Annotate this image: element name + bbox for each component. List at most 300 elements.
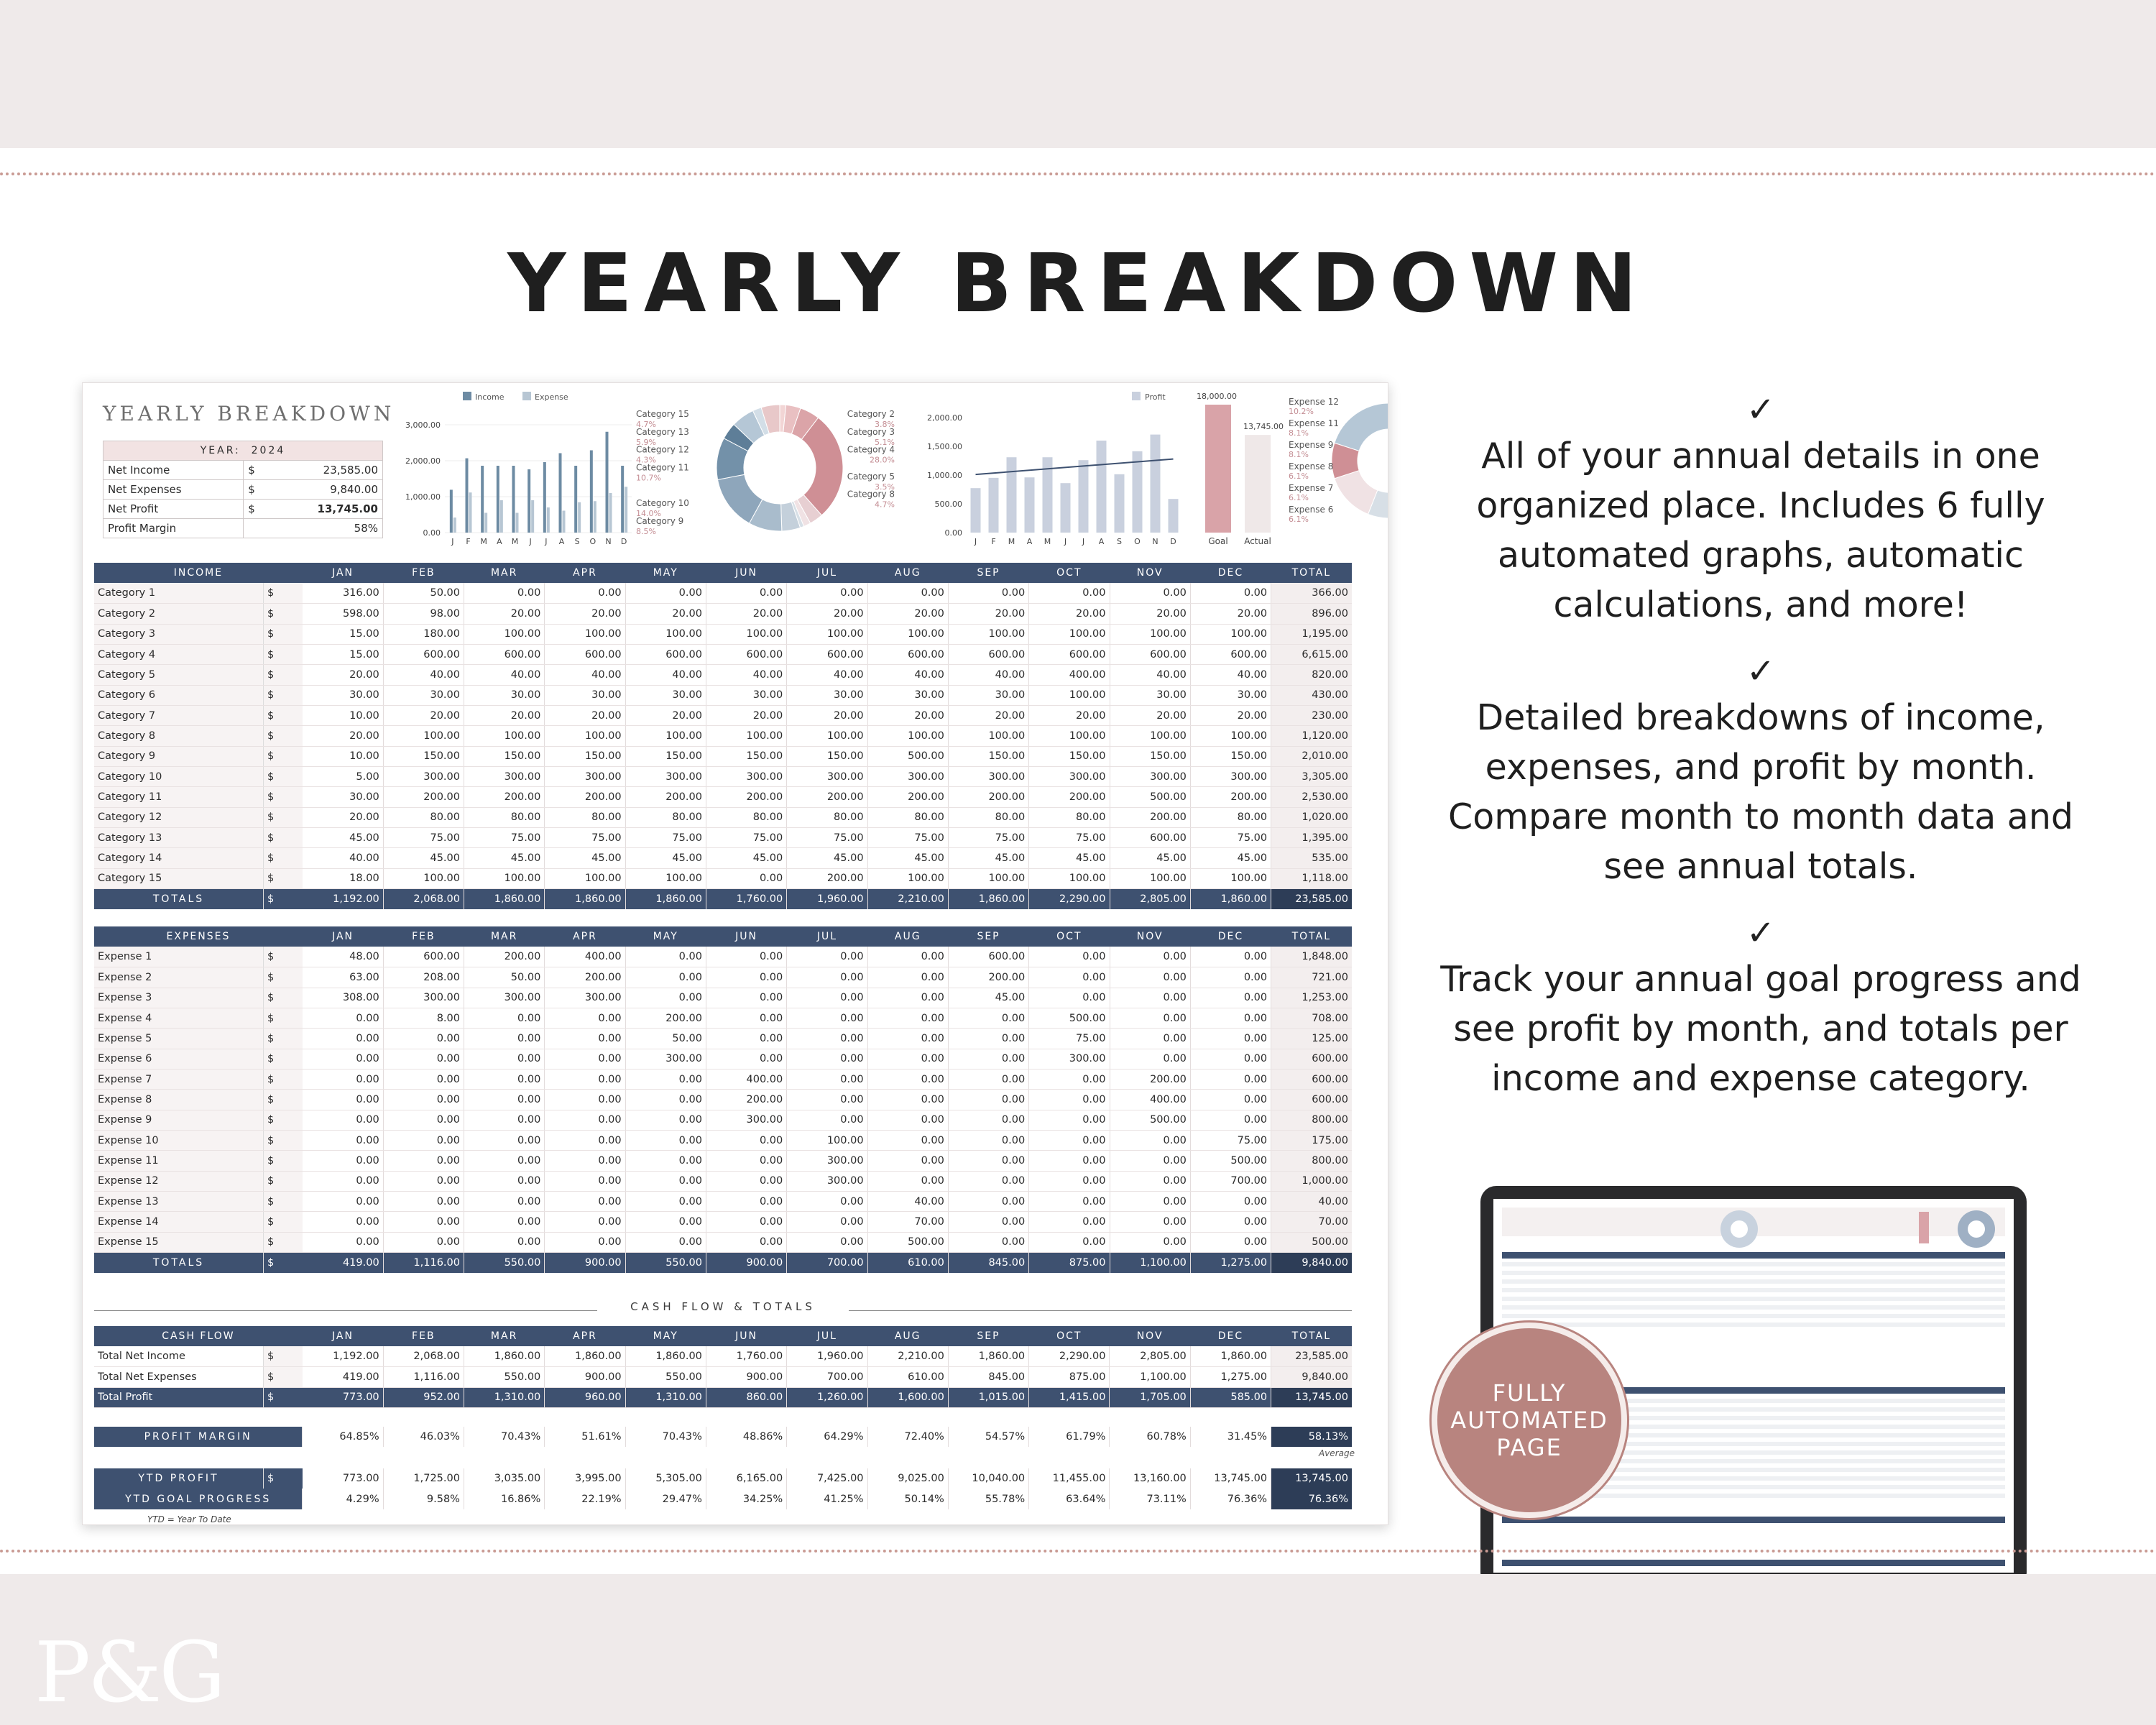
value-cell: 20.00 — [625, 604, 706, 624]
value-cell: 960.00 — [545, 1387, 625, 1407]
value-cell: 0.00 — [625, 1090, 706, 1110]
value-cell: 600.00 — [1110, 827, 1190, 847]
value-cell: 0.00 — [1110, 583, 1190, 603]
month-header: APR — [545, 926, 625, 947]
value-cell: 20.00 — [303, 726, 383, 746]
row-total-cell: 9,840.00 — [1271, 1367, 1352, 1387]
feature-text: Track your annual goal progress and see profit by month, and totals per income and expense category. — [1440, 959, 2081, 1099]
row-label: YTD PROFIT — [94, 1468, 264, 1489]
x-tick-label: N — [1152, 537, 1158, 546]
value-cell: 500.00 — [1029, 1008, 1110, 1028]
value-cell: 200.00 — [545, 967, 625, 988]
value-cell: 0.00 — [1110, 1212, 1190, 1232]
value-cell: 200.00 — [787, 868, 867, 888]
value-cell: 100.00 — [1190, 624, 1271, 644]
value-cell: 0.00 — [787, 1191, 867, 1211]
value-cell: 2,290.00 — [1029, 1346, 1110, 1366]
donut-pct: 8.1% — [1289, 428, 1309, 438]
value-cell: 20.00 — [787, 604, 867, 624]
value-cell: 20.00 — [1110, 705, 1190, 725]
year-value: 2024 — [251, 445, 286, 456]
row-total-cell: 1,195.00 — [1271, 624, 1352, 644]
value-cell: 0.00 — [1029, 967, 1110, 988]
currency-symbol: $ — [244, 480, 265, 500]
value-cell: 600.00 — [383, 947, 464, 967]
value-cell: 30.00 — [787, 685, 867, 705]
bar-income — [621, 466, 624, 533]
value-cell: 1,760.00 — [706, 1346, 786, 1366]
month-total-cell: 1,860.00 — [464, 889, 545, 909]
table-row — [94, 1069, 1352, 1089]
dotted-divider-top — [0, 172, 2156, 175]
value-cell: 0.00 — [383, 1069, 464, 1089]
value-cell: 15.00 — [303, 624, 383, 644]
value-cell: 0.00 — [625, 967, 706, 988]
month-header: NOV — [1110, 563, 1190, 583]
value-cell: 40.00 — [948, 665, 1028, 685]
value-cell: 300.00 — [1029, 1049, 1110, 1069]
value-cell: 80.00 — [545, 807, 625, 827]
value-cell: 0.00 — [706, 868, 786, 888]
row-total-cell: 800.00 — [1271, 1110, 1352, 1130]
value-cell: 0.00 — [1110, 1191, 1190, 1211]
value-cell: 46.03% — [383, 1427, 464, 1447]
x-tick-label: O — [1134, 537, 1141, 546]
value-cell: 70.43% — [625, 1427, 706, 1447]
value-cell: 0.00 — [464, 1232, 545, 1252]
value-cell: 0.00 — [1190, 1212, 1271, 1232]
row-label: Expense 1 — [94, 947, 264, 967]
row-total-cell: 1,020.00 — [1271, 807, 1352, 827]
row-total-cell: 600.00 — [1271, 1090, 1352, 1110]
value-cell: 20.00 — [867, 604, 948, 624]
value-cell: 0.00 — [545, 1110, 625, 1130]
bar-profit — [1115, 474, 1125, 533]
value-cell: 9,025.00 — [867, 1468, 948, 1489]
value-cell: 72.40% — [867, 1427, 948, 1447]
value-cell: 0.00 — [545, 1029, 625, 1049]
value-cell: 20.00 — [383, 705, 464, 725]
value-cell: 50.14% — [867, 1489, 948, 1509]
value-cell: 75.00 — [625, 827, 706, 847]
section-header: CASH FLOW — [94, 1326, 303, 1346]
value-cell: 0.00 — [787, 1090, 867, 1110]
donut-pct: 6.1% — [1289, 472, 1309, 481]
row-label: Expense 13 — [94, 1191, 264, 1211]
value-cell: 75.00 — [706, 827, 786, 847]
total-header: TOTAL — [1271, 563, 1352, 583]
value-cell: 0.00 — [545, 1008, 625, 1028]
value-cell: 0.00 — [787, 1110, 867, 1130]
value-cell: 61.79% — [1029, 1427, 1110, 1447]
donut-label: Expense 9 — [1289, 440, 1334, 450]
section-header: INCOME — [94, 563, 303, 583]
value-cell: 0.00 — [1190, 583, 1271, 603]
check-icon: ✓ — [1746, 390, 1776, 430]
value-cell: 150.00 — [948, 746, 1028, 766]
value-cell: 300.00 — [867, 766, 948, 786]
value-cell: 0.00 — [787, 583, 867, 603]
value-cell: 0.00 — [867, 967, 948, 988]
donut-pct: 4.7% — [636, 420, 656, 429]
value-cell: 600.00 — [948, 947, 1028, 967]
value-cell: 45.00 — [948, 988, 1028, 1008]
value-cell: 0.00 — [464, 1151, 545, 1171]
month-total-cell: 2,210.00 — [867, 889, 948, 909]
month-header: MAR — [464, 926, 545, 947]
month-total-cell: 1,860.00 — [1190, 889, 1271, 909]
value-cell: 1,705.00 — [1110, 1387, 1190, 1407]
legend-label-income: Income — [475, 392, 505, 402]
y-tick-label: 0.00 — [423, 528, 441, 538]
value-cell: 0.00 — [545, 1049, 625, 1069]
x-tick-label: S — [574, 537, 580, 546]
month-header: APR — [545, 1326, 625, 1346]
value-cell: 1,100.00 — [1110, 1367, 1190, 1387]
x-tick-label: J — [545, 537, 548, 546]
value-cell: 63.64% — [1029, 1489, 1110, 1509]
x-tick-label: J — [529, 537, 532, 546]
section-divider-label: CASH FLOW & TOTALS — [630, 1300, 816, 1313]
value-cell: 300.00 — [545, 988, 625, 1008]
y-tick-label: 1,000.00 — [405, 492, 441, 502]
currency-symbol: $ — [264, 604, 303, 624]
value-cell: 200.00 — [625, 1008, 706, 1028]
value-cell: 80.00 — [867, 807, 948, 827]
value-cell: 0.00 — [625, 988, 706, 1008]
value-cell: 400.00 — [545, 947, 625, 967]
value-cell: 0.00 — [787, 947, 867, 967]
bar-expense — [625, 487, 627, 533]
value-cell: 0.00 — [1190, 947, 1271, 967]
value-cell: 75.00 — [1029, 827, 1110, 847]
value-cell: 75.00 — [867, 827, 948, 847]
month-header: JAN — [303, 1326, 383, 1346]
table-row — [94, 726, 1352, 746]
donut-pct: 3.8% — [875, 420, 895, 429]
value-cell: 773.00 — [303, 1387, 383, 1407]
value-cell: 0.00 — [303, 1151, 383, 1171]
value-cell: 0.00 — [706, 1151, 786, 1171]
value-cell: 952.00 — [383, 1387, 464, 1407]
value-cell: 75.00 — [464, 827, 545, 847]
value-cell: 3,995.00 — [545, 1468, 625, 1489]
sheet-title: YEARLY BREAKDOWN — [103, 402, 395, 426]
row-total-cell: 1,118.00 — [1271, 868, 1352, 888]
value-cell: 100.00 — [1110, 624, 1190, 644]
value-cell: 45.00 — [1029, 848, 1110, 868]
row-label: Category 7 — [94, 705, 264, 725]
spreadsheet-preview — [82, 382, 1388, 1525]
donut-label: Category 15 — [636, 409, 689, 419]
table-row — [94, 1029, 1352, 1049]
value-cell: 30.00 — [867, 685, 948, 705]
value-cell: 80.00 — [1029, 807, 1110, 827]
bar-income — [606, 432, 609, 533]
value-cell: 600.00 — [383, 644, 464, 664]
value-cell: 100.00 — [1029, 624, 1110, 644]
value-cell: 1,310.00 — [625, 1387, 706, 1407]
value-cell: 300.00 — [625, 766, 706, 786]
value-cell: 0.00 — [787, 1232, 867, 1252]
value-cell: 0.00 — [1110, 1029, 1190, 1049]
value-cell: 600.00 — [706, 644, 786, 664]
value-cell: 100.00 — [787, 726, 867, 746]
row-label: Category 9 — [94, 746, 264, 766]
value-cell: 0.00 — [625, 1069, 706, 1089]
row-total-cell: 600.00 — [1271, 1069, 1352, 1089]
data-label: 13,745.00 — [1243, 422, 1284, 432]
value-cell: 0.00 — [867, 1069, 948, 1089]
table-row — [94, 1191, 1352, 1211]
value-cell: 40.00 — [383, 665, 464, 685]
value-cell: 100.00 — [867, 868, 948, 888]
month-header: OCT — [1029, 926, 1110, 947]
value-cell: 200.00 — [545, 787, 625, 807]
legend-label-expense: Expense — [535, 392, 568, 402]
value-cell: 0.00 — [948, 583, 1028, 603]
y-tick-label: 3,000.00 — [405, 420, 441, 430]
currency-symbol: $ — [264, 1008, 303, 1028]
table-header — [94, 1326, 1352, 1346]
value-cell: 45.00 — [383, 848, 464, 868]
donut-label: Expense 6 — [1289, 505, 1334, 515]
value-cell: 150.00 — [1110, 746, 1190, 766]
profit-margin-row — [94, 1427, 1352, 1447]
value-cell: 50.00 — [625, 1029, 706, 1049]
month-header: FEB — [383, 926, 464, 947]
currency-symbol: $ — [264, 766, 303, 786]
value-cell: 50.00 — [383, 583, 464, 603]
value-cell: 0.00 — [948, 1090, 1028, 1110]
value-cell: 550.00 — [625, 1367, 706, 1387]
value-cell: 0.00 — [706, 1171, 786, 1191]
donut-pct: 6.1% — [1289, 493, 1309, 502]
bar-income — [466, 459, 469, 533]
donut-label: Category 10 — [636, 498, 689, 508]
donut-pct: 4.7% — [875, 500, 895, 510]
value-cell: 20.00 — [303, 807, 383, 827]
month-header: JUL — [787, 1326, 867, 1346]
x-tick-label: M — [511, 537, 519, 546]
row-label: Expense 5 — [94, 1029, 264, 1049]
bar-profit — [1097, 441, 1107, 533]
value-cell: 900.00 — [706, 1367, 786, 1387]
value-cell: 100.00 — [948, 624, 1028, 644]
value-cell: 40.00 — [625, 665, 706, 685]
value-cell: 875.00 — [1029, 1367, 1110, 1387]
value-cell: 100.00 — [545, 624, 625, 644]
value-cell: 20.00 — [706, 705, 786, 725]
value-cell: 10,040.00 — [948, 1468, 1028, 1489]
table-row — [94, 1008, 1352, 1028]
value-cell: 20.00 — [1190, 604, 1271, 624]
value-cell: 200.00 — [1029, 787, 1110, 807]
currency-symbol: $ — [264, 624, 303, 644]
value-cell: 20.00 — [787, 705, 867, 725]
value-cell: 45.00 — [948, 848, 1028, 868]
value-cell: 100.00 — [383, 726, 464, 746]
value-cell: 20.00 — [1110, 604, 1190, 624]
value-cell: 45.00 — [303, 827, 383, 847]
value-cell: 150.00 — [706, 746, 786, 766]
value-cell: 300.00 — [787, 1171, 867, 1191]
value-cell: 0.00 — [1110, 1008, 1190, 1028]
value-cell: 45.00 — [867, 848, 948, 868]
value-cell: 316.00 — [303, 583, 383, 603]
value-cell: 100.00 — [545, 726, 625, 746]
value-cell: 600.00 — [545, 644, 625, 664]
dotted-divider-bottom — [0, 1550, 2156, 1552]
month-total-cell: 1,760.00 — [706, 889, 786, 909]
value-cell: 75.00 — [1190, 1130, 1271, 1150]
month-header: OCT — [1029, 1326, 1110, 1346]
currency-symbol: $ — [264, 889, 303, 909]
value-cell: 200.00 — [1190, 787, 1271, 807]
value-cell: 3,035.00 — [464, 1468, 544, 1489]
table-row — [94, 746, 1352, 766]
value-cell: 0.00 — [867, 988, 948, 1008]
y-tick-label: 2,000.00 — [927, 413, 962, 423]
value-cell: 100.00 — [1190, 868, 1271, 888]
value-cell: 80.00 — [383, 807, 464, 827]
row-total-cell: 1,395.00 — [1271, 827, 1352, 847]
summary-row — [103, 461, 383, 480]
value-cell: 300.00 — [545, 766, 625, 786]
value-cell: 0.00 — [1029, 947, 1110, 967]
month-header: FEB — [383, 563, 464, 583]
ytd-profit-row — [94, 1468, 1352, 1489]
value-cell: 100.00 — [464, 726, 545, 746]
value-cell: 1,860.00 — [464, 1346, 544, 1366]
value-cell: 419.00 — [303, 1367, 383, 1387]
value-cell: 75.00 — [1190, 827, 1271, 847]
value-cell: 700.00 — [787, 1367, 867, 1387]
value-cell: 150.00 — [625, 746, 706, 766]
month-header: DEC — [1190, 926, 1271, 947]
month-total-cell: 875.00 — [1029, 1253, 1110, 1273]
bar-expense — [484, 513, 487, 533]
bar-expense — [563, 511, 566, 533]
month-header: JUN — [706, 926, 786, 947]
row-label: Category 13 — [94, 827, 264, 847]
value-cell: 51.61% — [545, 1427, 625, 1447]
value-cell: 100.00 — [1190, 726, 1271, 746]
value-cell: 0.00 — [867, 947, 948, 967]
ytd-table — [94, 1468, 1352, 1509]
donut-pct: 8.5% — [636, 526, 656, 536]
table-row — [94, 1130, 1352, 1150]
row-label: Expense 7 — [94, 1069, 264, 1089]
value-cell: 0.00 — [1190, 967, 1271, 988]
value-cell: 0.00 — [948, 1008, 1028, 1028]
value-cell: 0.00 — [1029, 1069, 1110, 1089]
summary-row — [103, 519, 383, 538]
value-cell: 0.00 — [706, 1049, 786, 1069]
table-row — [94, 848, 1352, 868]
bar-actual — [1245, 435, 1271, 533]
value-cell: 13,745.00 — [1190, 1468, 1271, 1489]
value-cell: 30.00 — [948, 685, 1028, 705]
value-cell: 45.00 — [464, 848, 545, 868]
value-cell: 30.00 — [625, 685, 706, 705]
value-cell: 100.00 — [464, 868, 545, 888]
value-cell: 0.00 — [464, 1171, 545, 1191]
value-cell: 0.00 — [545, 1212, 625, 1232]
value-cell: 0.00 — [948, 1049, 1028, 1069]
value-cell: 0.00 — [787, 1069, 867, 1089]
value-cell: 300.00 — [383, 988, 464, 1008]
value-cell: 0.00 — [787, 988, 867, 1008]
table-row — [94, 705, 1352, 725]
feature-text: Detailed breakdowns of income, expenses, and profit by month. Compare month to month data and see annual totals. — [1448, 697, 2073, 887]
bar-expense — [531, 500, 534, 533]
currency-symbol: $ — [264, 644, 303, 664]
summary-value: 58% — [265, 519, 383, 538]
row-total-cell: 76.36% — [1271, 1489, 1352, 1509]
value-cell: 0.00 — [787, 1049, 867, 1069]
value-cell: 150.00 — [1029, 746, 1110, 766]
value-cell: 100.00 — [787, 1130, 867, 1150]
value-cell: 40.00 — [1190, 665, 1271, 685]
row-label: PROFIT MARGIN — [94, 1427, 303, 1447]
value-cell: 200.00 — [625, 787, 706, 807]
table-row — [94, 1110, 1352, 1130]
month-total-cell: 2,290.00 — [1029, 889, 1110, 909]
currency-symbol: $ — [264, 1130, 303, 1150]
value-cell: 0.00 — [383, 1151, 464, 1171]
summary-value: 13,745.00 — [265, 500, 383, 519]
value-cell: 0.00 — [1029, 1212, 1110, 1232]
x-tick-label: F — [991, 537, 996, 546]
row-label: Expense 3 — [94, 988, 264, 1008]
value-cell: 0.00 — [464, 1212, 545, 1232]
bar-expense — [469, 492, 472, 533]
value-cell: 100.00 — [383, 868, 464, 888]
value-cell: 0.00 — [464, 1069, 545, 1089]
row-label: Expense 12 — [94, 1171, 264, 1191]
month-total-cell: 550.00 — [625, 1253, 706, 1273]
value-cell: 40.00 — [706, 665, 786, 685]
bar-profit — [1151, 435, 1161, 533]
value-cell: 0.00 — [625, 1232, 706, 1252]
currency-symbol: $ — [264, 807, 303, 827]
value-cell: 80.00 — [1190, 807, 1271, 827]
value-cell: 41.25% — [787, 1489, 867, 1509]
value-cell: 54.57% — [948, 1427, 1028, 1447]
bar-income — [574, 466, 577, 533]
summary-row — [103, 480, 383, 500]
currency-symbol: $ — [264, 868, 303, 888]
value-cell: 76.36% — [1190, 1489, 1271, 1509]
month-header: MAR — [464, 563, 545, 583]
currency-symbol: $ — [264, 827, 303, 847]
value-cell: 600.00 — [625, 644, 706, 664]
value-cell: 200.00 — [383, 787, 464, 807]
row-total-cell: 3,305.00 — [1271, 766, 1352, 786]
value-cell: 100.00 — [948, 726, 1028, 746]
value-cell: 0.00 — [303, 1029, 383, 1049]
feature-text: All of your annual details in one organized place. Includes 6 fully automated graphs, automatic calculations, and more! — [1476, 436, 2045, 625]
value-cell: 55.78% — [948, 1489, 1028, 1509]
bar-income — [528, 469, 530, 533]
row-total-cell: 366.00 — [1271, 583, 1352, 603]
table-row — [94, 967, 1352, 988]
value-cell: 1,310.00 — [464, 1387, 544, 1407]
value-cell: 845.00 — [948, 1367, 1028, 1387]
totals-row — [94, 1253, 1352, 1273]
table-row — [94, 947, 1352, 967]
